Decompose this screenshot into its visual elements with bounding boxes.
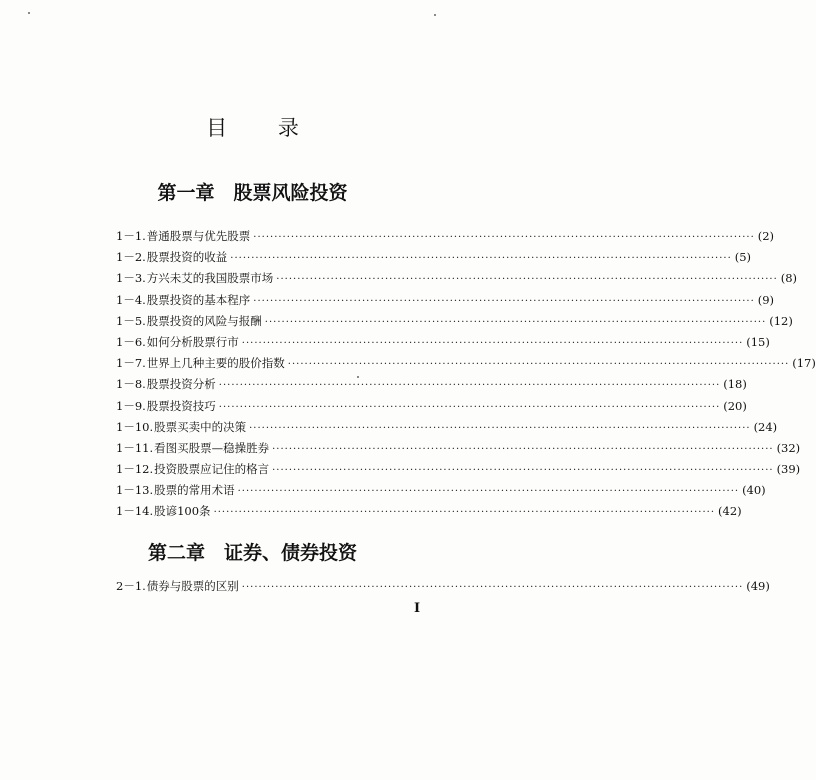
dot-leader: ························································································································ [272,443,774,455]
scan-speck [434,14,436,16]
entry-page-number: (17) [792,356,816,371]
toc-entry-1-1[interactable] [116,228,775,249]
entry-page-number: (12) [769,313,793,328]
entry-number: 1－12. [116,462,154,477]
entry-title: 股票的常用术语 [154,483,235,498]
chapter-1-title: 第一章 股票风险投资 [157,182,348,204]
chapter-2-title: 第二章 证券、债券投资 [147,542,357,564]
entry-title: 方兴未艾的我国股票市场 [146,271,274,286]
entry-page-number: (18) [723,377,747,392]
dot-leader: ························································································································ [253,295,755,307]
chapter-2-toc-list [116,578,770,599]
chapter-1-toc-list [116,228,816,525]
entry-title: 股票投资技巧 [146,398,216,413]
dot-leader: ························································································································ [237,486,740,498]
entry-title: 投资股票应记住的格言 [154,462,270,477]
entry-number: 1－4. [116,292,146,307]
dot-leader: ························································································································ [241,337,744,349]
entry-page-number: (9) [757,292,775,307]
scan-speck [28,12,30,14]
entry-title: 股票买卖中的决策 [154,419,247,434]
entry-number: 1－3. [116,271,146,286]
entry-number: 1－6. [116,334,146,349]
entry-number: 1－13. [116,483,154,498]
toc-entry-2-1[interactable] [116,578,770,599]
entry-title: 股票投资分析 [146,377,216,392]
entry-title: 如何分析股票行市 [146,334,239,349]
entry-number: 1－8. [116,377,146,392]
entry-title: 债券与股票的区别 [146,579,239,593]
entry-title: 股票投资的风险与报酬 [146,313,262,328]
dot-leader: ························································································································ [272,465,774,477]
dot-leader: ························································································································ [253,232,755,243]
dot-leader: ························································································································ [249,422,751,434]
toc-entry-1-5[interactable] [116,313,793,334]
dot-leader: ························································································································ [213,507,716,519]
entry-page-number: (8) [780,271,798,286]
toc-entry-1-3[interactable] [116,270,798,291]
entry-title: 普通股票与优先股票 [146,229,251,243]
dot-leader: ························································································································ [264,316,767,328]
dot-leader: ························································································································ [230,253,732,265]
toc-entry-1-6[interactable] [116,334,770,355]
toc-entry-1-11[interactable] [116,440,801,461]
toc-entry-1-12[interactable] [116,461,801,482]
dot-leader: ························································································································ [287,359,790,371]
toc-entry-1-14[interactable] [116,503,742,524]
toc-entry-1-10[interactable] [116,419,778,440]
scan-speck [357,376,359,378]
entry-number: 1－1. [116,229,146,243]
toc-entry-1-8[interactable] [116,376,747,397]
entry-number: 1－11. [116,440,154,455]
entry-page-number: (49) [746,579,770,593]
dot-leader: ························································································································ [241,582,744,593]
entry-page-number: (40) [742,483,766,498]
entry-page-number: (32) [776,440,801,455]
entry-number: 2－1. [116,579,146,593]
entry-page-number: (39) [776,462,801,477]
entry-title: 世界上几种主要的股价指数 [146,356,285,371]
entry-number: 1－10. [116,419,154,434]
entry-page-number: (5) [734,250,752,265]
dot-leader: ························································································································ [218,380,721,392]
folio-page-number: I [414,601,421,616]
entry-number: 1－9. [116,398,146,413]
dot-leader: ························································································································ [218,401,721,413]
entry-title: 看图买股票—稳操胜券 [154,440,270,455]
toc-entry-1-13[interactable] [116,482,766,503]
entry-page-number: (15) [746,334,770,349]
entry-page-number: (20) [723,398,747,413]
entry-number: 1－7. [116,356,146,371]
entry-number: 1－2. [116,250,146,265]
toc-entry-1-9[interactable] [116,398,747,419]
entry-page-number: (2) [757,229,775,243]
dot-leader: ························································································································ [276,274,778,286]
entry-title: 股谚100条 [154,504,211,519]
toc-entry-1-2[interactable] [116,249,752,270]
entry-title: 股票投资的基本程序 [146,292,251,307]
entry-page-number: (42) [718,504,742,519]
entry-page-number: (24) [753,419,778,434]
page-title: 目 录 [206,116,321,140]
toc-entry-1-4[interactable] [116,292,775,313]
entry-number: 1－5. [116,313,146,328]
entry-title: 股票投资的收益 [146,250,228,265]
entry-number: 1－14. [116,504,154,519]
toc-entry-1-7[interactable] [116,355,816,376]
